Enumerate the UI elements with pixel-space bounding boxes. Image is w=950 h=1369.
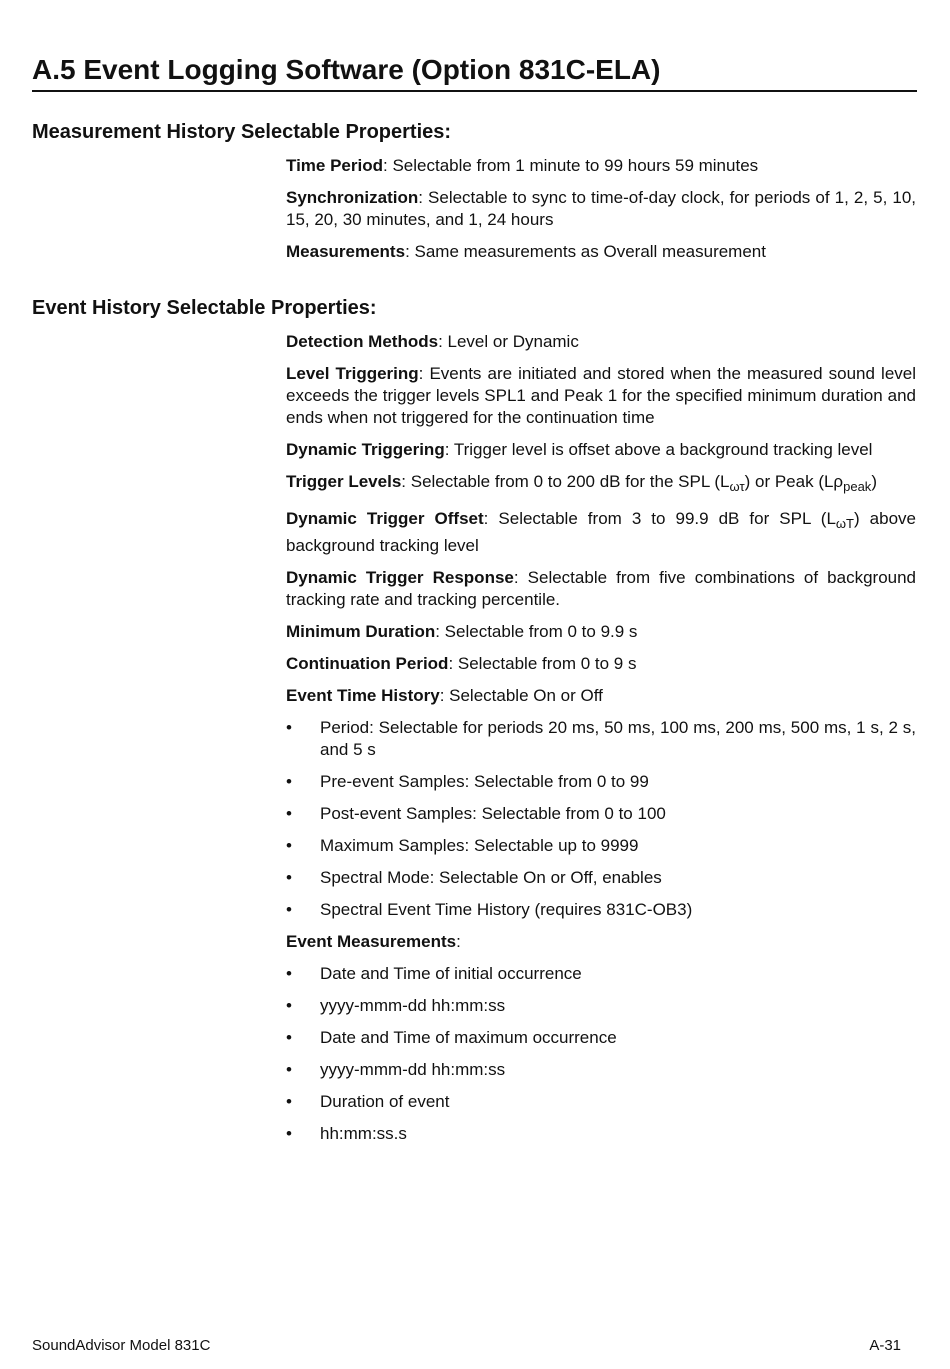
subscript: peak	[843, 479, 872, 494]
property-text: : Events are initiated and stored when the measured sound level exceeds the trigger levels SPL1 and Peak 1 for the specified minimum duration and ends when not triggered for the continuation time	[286, 364, 917, 427]
event-history-heading: Event History Selectable Properties:	[32, 297, 377, 319]
property-detection-methods	[286, 331, 916, 353]
property-label: Continuation Period	[286, 654, 449, 673]
measurement-history-heading: Measurement History Selectable Properties:	[32, 121, 452, 143]
property-text: : Trigger level is offset above a background tracking level	[444, 440, 873, 459]
page-title: A.5 Event Logging Software (Option 831C-ELA)	[32, 54, 917, 92]
property-label: Dynamic Trigger Offset	[286, 509, 484, 528]
property-continuation-period	[286, 653, 916, 675]
property-level-triggering	[286, 363, 916, 429]
property-label: Synchronization	[286, 188, 419, 207]
property-trigger-levels	[286, 471, 916, 498]
page-number: A-31	[869, 1337, 901, 1354]
property-text: : Selectable from 1 minute to 99 hours 59 minutes	[383, 156, 759, 175]
property-text: : Selectable from 3 to 99.9 dB for SPL (L	[483, 509, 836, 528]
property-label: Event Measurements	[286, 932, 457, 951]
property-label: Time Period	[286, 156, 383, 175]
list-item: • Duration of event	[286, 1091, 916, 1113]
subscript: ωτ	[729, 479, 745, 494]
event-history-properties	[286, 331, 916, 1155]
property-text: : Selectable to sync to time-of-day clock, for periods of 1, 2, 5, 10, 15, 20, 30 minutes, and 1, 24 hours	[286, 188, 916, 229]
property-text: : Same measurements as Overall measurement	[405, 242, 766, 261]
list-item: • Spectral Mode: Selectable On or Off, enables	[286, 867, 916, 889]
property-label: Level Triggering	[286, 364, 419, 383]
footer-product-name: SoundAdvisor Model 831C	[32, 1337, 211, 1354]
property-label: Minimum Duration	[286, 622, 436, 641]
list-item: • Date and Time of maximum occurrence	[286, 1027, 916, 1049]
property-minimum-duration	[286, 621, 916, 643]
property-synchronization	[286, 187, 916, 231]
list-item: • hh:mm:ss.s	[286, 1123, 916, 1145]
property-label: Trigger Levels	[286, 472, 402, 491]
list-item: • yyyy-mmm-dd hh:mm:ss	[286, 995, 916, 1017]
property-label: Event Time History	[286, 686, 440, 705]
list-item: • Maximum Samples: Selectable up to 9999	[286, 835, 916, 857]
property-text: : Level or Dynamic	[438, 332, 579, 351]
property-text: : Selectable from five combinations of background tracking rate and tracking percentile.	[286, 568, 917, 609]
property-dynamic-trigger-response	[286, 567, 916, 611]
property-text: : Selectable from 0 to 200 dB for the SPL (L	[401, 472, 730, 491]
list-item: • Date and Time of initial occurrence	[286, 963, 916, 985]
property-text: :	[456, 932, 461, 951]
property-text: : Selectable from 0 to 9.9 s	[435, 622, 638, 641]
event-time-history-list	[286, 717, 916, 921]
property-text: : Selectable from 0 to 9 s	[448, 654, 637, 673]
subscript: ωT	[835, 516, 854, 531]
property-label: Dynamic Triggering	[286, 440, 445, 459]
property-measurements	[286, 241, 916, 263]
measurement-history-properties	[286, 155, 916, 273]
property-label: Detection Methods	[286, 332, 439, 351]
property-dynamic-trigger-offset	[286, 508, 916, 557]
property-text: ) or Peak (Lρ	[744, 472, 844, 491]
list-item: • yyyy-mmm-dd hh:mm:ss	[286, 1059, 916, 1081]
property-label: Dynamic Trigger Response	[286, 568, 514, 587]
property-event-time-history	[286, 685, 916, 707]
property-event-measurements	[286, 931, 916, 953]
property-time-period	[286, 155, 916, 177]
property-text: ) above background tracking level	[286, 509, 916, 555]
list-item: • Period: Selectable for periods 20 ms, 50 ms, 100 ms, 200 ms, 500 ms, 1 s, 2 s, and 5 s	[286, 717, 916, 761]
list-item: • Pre-event Samples: Selectable from 0 to 99	[286, 771, 916, 793]
property-text: )	[871, 472, 877, 491]
property-label: Measurements	[286, 242, 406, 261]
list-item: • Spectral Event Time History (requires 831C-OB3)	[286, 899, 916, 921]
event-measurements-list	[286, 963, 916, 1145]
property-dynamic-triggering	[286, 439, 916, 461]
list-item: • Post-event Samples: Selectable from 0 to 100	[286, 803, 916, 825]
property-text: : Selectable On or Off	[439, 686, 603, 705]
